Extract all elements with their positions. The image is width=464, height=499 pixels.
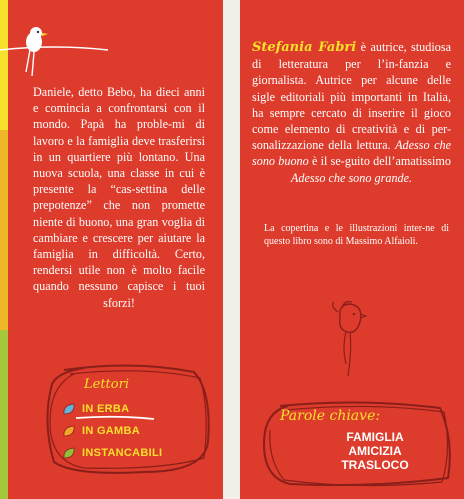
illustrator-credits: La copertina e le illustrazioni inter-ne di questo libro sono di Massimo Alfaioli. xyxy=(264,223,449,247)
keyword-item: AMICIZIA xyxy=(348,444,402,458)
keywords-heading: Parole chiave: xyxy=(280,408,381,424)
orange-leaf-icon xyxy=(62,424,76,438)
left-flap-panel xyxy=(0,0,223,499)
fold-gap xyxy=(223,0,240,499)
book-title-1: Adesso che sono buono xyxy=(252,138,452,169)
book-title-2: Adesso che sono grande. xyxy=(290,170,413,185)
bird-illustration xyxy=(330,298,370,380)
green-leaf-icon xyxy=(62,446,76,460)
bird-on-wire-illustration xyxy=(0,22,110,82)
right-flap-panel xyxy=(240,0,464,499)
keywords-list xyxy=(300,430,450,472)
selected-underline xyxy=(76,415,156,421)
reader-level-in-erba xyxy=(62,402,129,416)
bio-text-1: è autrice, studiosa di letteratura per l’in-fanzia e giornalista. Autrice per alcune delle sigle editoriali più importanti in Italia, ha sempre cercato di inserire il gioco come elemento di creatività e di per-sonalizzazione della lettura. xyxy=(252,40,452,153)
keyword-item: TRASLOCO xyxy=(341,458,409,472)
reader-level-label: IN GAMBA xyxy=(82,425,141,437)
reader-level-label: IN ERBA xyxy=(82,403,130,415)
reader-level-instancabili xyxy=(62,446,162,460)
author-name: Stefania Fabri xyxy=(252,40,357,55)
blue-leaf-icon xyxy=(62,402,76,416)
story-summary: Daniele, detto Bebo, ha dieci anni e comincia a confrontarsi con il mondo. Papà ha proble-mi di lavoro e la famiglia deve trasferirsi in un quartiere più lontano. Una nuova scuola, una classe in cui è presente la “cas-settina delle prepotenze” che non promette niente di buono, una gran voglia di cambiare e crescere per aiutare la famiglia in difficoltà. Certo, rendersi utile non è molto facile quando nessuno capisce i tuoi sforzi! xyxy=(33,85,205,310)
author-bio xyxy=(252,39,451,186)
keyword-item: FAMIGLIA xyxy=(346,430,404,444)
reader-level-in-gamba xyxy=(62,424,140,438)
readers-heading: Lettori xyxy=(84,377,129,392)
reader-level-label: INSTANCABILI xyxy=(82,447,163,459)
bio-text-2: è il se-guito dell’amatissimo xyxy=(311,154,452,169)
